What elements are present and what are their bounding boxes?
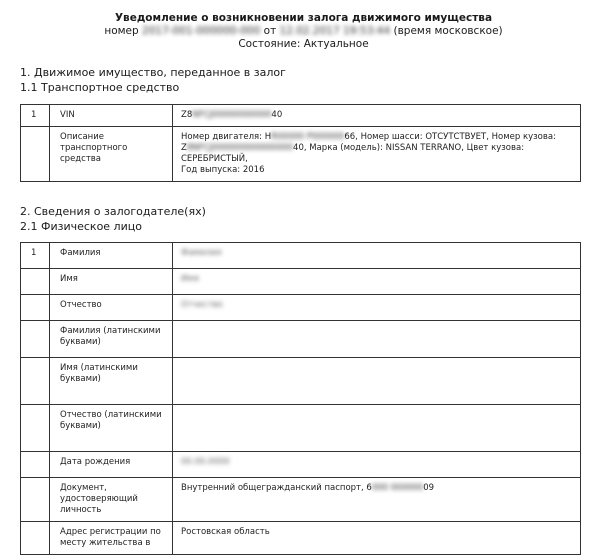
field-value bbox=[173, 405, 581, 452]
table-row bbox=[21, 321, 581, 358]
table-row bbox=[21, 127, 581, 182]
number-prefix: номер bbox=[104, 25, 139, 37]
birth-date-masked: 00.00.0000 bbox=[181, 457, 230, 467]
field-label: VIN bbox=[50, 105, 173, 127]
field-value bbox=[173, 269, 581, 295]
field-value: Ростовская область bbox=[173, 522, 581, 555]
table-row bbox=[21, 405, 581, 452]
field-value bbox=[173, 295, 581, 321]
description-line-1: Номер двигателя: HR00000 P00000066, Номер шасси: ОТСУТСТВУЕТ, Номер кузова: bbox=[181, 132, 556, 142]
engine-number-masked: R00000 P000000 bbox=[271, 132, 345, 142]
vehicle-description-value bbox=[173, 127, 581, 182]
field-label: Имя bbox=[50, 269, 173, 295]
row-number: 1 bbox=[21, 243, 50, 269]
table-row bbox=[21, 269, 581, 295]
body-number-masked: 8NFCJ000000000000000 bbox=[186, 143, 294, 153]
field-value bbox=[173, 321, 581, 358]
pledgor-table bbox=[20, 242, 581, 555]
section2-heading: 2. Сведения о залогодателе(ях) bbox=[20, 205, 206, 218]
passport-number-masked: 000 000000 bbox=[371, 483, 424, 493]
table-row bbox=[21, 358, 581, 405]
table-row bbox=[21, 522, 581, 555]
table-row bbox=[21, 105, 581, 127]
field-value bbox=[173, 243, 581, 269]
vin-value bbox=[173, 105, 581, 127]
description-line-2: Z8NFCJ00000000000000040, Марка (модель): NISSAN TERRANO, Цвет кузова: СЕРЕБРИСТЫЙ, bbox=[181, 143, 525, 164]
section1-heading: 1. Движимое имущество, переданное в залог bbox=[20, 66, 286, 79]
description-line-3: Год выпуска: 2016 bbox=[181, 165, 265, 175]
field-label: Фамилия bbox=[50, 243, 173, 269]
table-row bbox=[21, 452, 581, 478]
vin-prefix: Z8 bbox=[181, 110, 193, 120]
vehicle-table bbox=[20, 104, 581, 182]
field-label: Описание транспортного средства bbox=[50, 127, 173, 182]
field-label: Фамилия (латинскими буквами) bbox=[50, 321, 173, 358]
notice-date-masked: 12.02.2017 19:53:44 bbox=[279, 25, 391, 37]
field-value: Внутренний общегражданский паспорт, 6000 00000009 bbox=[173, 478, 581, 522]
notice-header bbox=[0, 0, 607, 51]
name-masked: Имя bbox=[181, 274, 199, 284]
row-number: 1 bbox=[21, 105, 50, 127]
section1-subheading: 1.1 Транспортное средство bbox=[20, 81, 180, 94]
section2-subheading: 2.1 Физическое лицо bbox=[20, 220, 142, 233]
notice-number-masked: 2017-001-000000-000 bbox=[142, 25, 261, 37]
field-label: Адрес регистрации по месту жительства в bbox=[50, 522, 173, 555]
vin-suffix: 40 bbox=[271, 110, 283, 120]
notice-title: Уведомление о возникновении залога движимого имущества bbox=[114, 12, 493, 24]
table-row bbox=[21, 295, 581, 321]
timezone-note: (время московское) bbox=[393, 25, 503, 37]
from-word: от bbox=[263, 25, 277, 37]
table-row bbox=[21, 243, 581, 269]
field-label: Дата рождения bbox=[50, 452, 173, 478]
field-label: Документ, удостоверяющий личность bbox=[50, 478, 173, 522]
field-value bbox=[173, 452, 581, 478]
vin-masked: NFCJ00000000000 bbox=[192, 110, 272, 120]
notice-number-line bbox=[0, 25, 607, 38]
table-row bbox=[21, 478, 581, 522]
field-label: Отчество bbox=[50, 295, 173, 321]
patronymic-masked: Отчество bbox=[181, 300, 223, 310]
notice-status: Состояние: Актуальное bbox=[238, 38, 369, 50]
field-label: Имя (латинскими буквами) bbox=[50, 358, 173, 405]
surname-masked: Фамилия bbox=[181, 248, 222, 258]
field-label: Отчество (латинскими буквами) bbox=[50, 405, 173, 452]
field-value bbox=[173, 358, 581, 405]
